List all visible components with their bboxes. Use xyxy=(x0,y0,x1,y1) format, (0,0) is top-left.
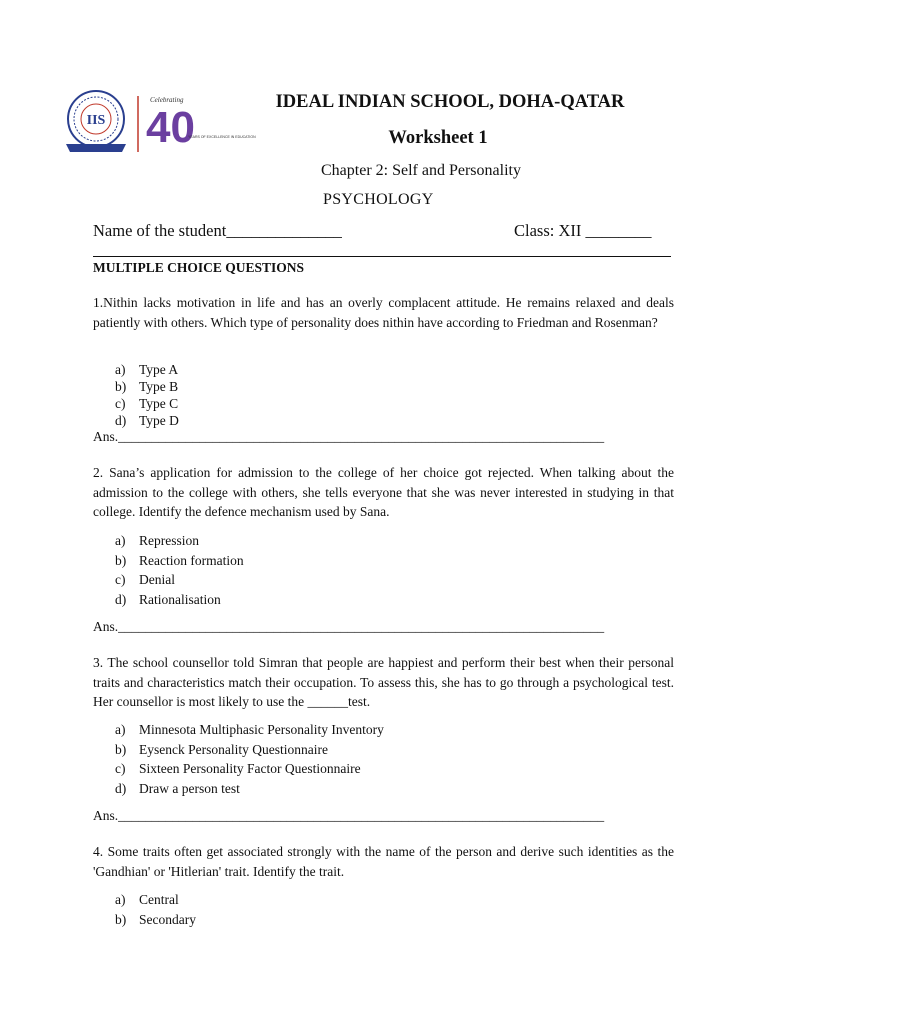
question-4-text: 4. Some traits often get associated strongly with the name of the person and derive such identities as the 'Gandhian' or 'Hitlerian' trait. Identify the trait. xyxy=(93,844,674,879)
option-text: Denial xyxy=(139,572,175,587)
option-text: Reaction formation xyxy=(139,552,244,568)
option-item[interactable] xyxy=(115,378,179,395)
option-text: Secondary xyxy=(139,911,196,927)
option-text: Type D xyxy=(139,413,179,428)
option-label: a) xyxy=(115,892,126,907)
option-item[interactable] xyxy=(115,759,384,779)
option-label: a) xyxy=(115,722,126,737)
crest-text: IIS xyxy=(86,113,106,128)
option-item[interactable] xyxy=(115,412,179,429)
class-field[interactable]: Class: XII ________ xyxy=(514,221,652,240)
option-item[interactable] xyxy=(115,740,384,760)
option-text: Type B xyxy=(139,379,179,394)
option-label: d) xyxy=(115,591,127,607)
option-item[interactable] xyxy=(115,890,196,910)
answer-line-2[interactable]: Ans.________________________________________________________________________ xyxy=(93,619,605,634)
celebrating-text: Celebrating xyxy=(150,96,184,104)
question-3-text: 3. The school counsellor told Simran that people are happiest and perform their best when their personal traits and characteristics match their occupation. To assess this, she has to go through a psychological test. Her counsellor is most likely to use the ______test. xyxy=(93,655,674,709)
option-item[interactable] xyxy=(115,910,196,930)
answer-line-3[interactable]: Ans.________________________________________________________________________ xyxy=(93,808,605,823)
option-label: c) xyxy=(115,572,126,587)
option-label: c) xyxy=(115,761,126,776)
chapter-title: Chapter 2: Self and Personality xyxy=(321,162,521,179)
subject-title: PSYCHOLOGY xyxy=(323,191,434,208)
question-4-options xyxy=(115,890,196,929)
option-item[interactable] xyxy=(115,551,244,571)
option-label: b) xyxy=(115,552,127,568)
option-text: Type A xyxy=(139,362,179,377)
option-item[interactable] xyxy=(115,531,244,551)
option-label: b) xyxy=(115,911,127,927)
option-item[interactable] xyxy=(115,779,384,799)
question-1-options xyxy=(115,361,179,429)
option-text: Draw a person test xyxy=(139,780,240,796)
student-name-field[interactable]: Name of the student______________ xyxy=(93,221,342,240)
option-item[interactable] xyxy=(115,361,179,378)
option-item[interactable] xyxy=(115,395,179,412)
option-text: Type C xyxy=(139,396,179,411)
option-text: Central xyxy=(139,892,179,907)
option-text: Rationalisation xyxy=(139,591,221,607)
question-2-text: 2. Sana’s application for admission to the college of her choice got rejected. When talking about the admission to the college with others, she tells everyone that she was never interested in studying in that college. Identify the defence mechanism used by Sana. xyxy=(93,465,674,519)
option-label: c) xyxy=(115,396,126,411)
option-label: b) xyxy=(115,741,127,757)
question-3-options xyxy=(115,720,384,798)
option-text: Eysenck Personality Questionnaire xyxy=(139,741,328,757)
forty-number: 40 xyxy=(146,103,195,152)
header-divider xyxy=(93,256,671,257)
years-text: YEARS OF EXCELLENCE IN EDUCATION xyxy=(188,135,256,139)
option-item[interactable] xyxy=(115,570,244,590)
question-2-options xyxy=(115,531,244,609)
option-text: Sixteen Personality Factor Questionnaire xyxy=(139,761,361,776)
option-label: a) xyxy=(115,533,126,548)
option-label: d) xyxy=(115,780,127,796)
question-1-text: 1.Nithin lacks motivation in life and has an overly complacent attitude. He remains relaxed and deals patiently with others. Which type of personality does nithin have according to Friedman and Rosenman? xyxy=(93,295,674,330)
option-label: a) xyxy=(115,362,126,377)
option-text: Repression xyxy=(139,533,199,548)
school-name: IDEAL INDIAN SCHOOL, DOHA-QATAR xyxy=(275,92,625,112)
option-label: d) xyxy=(115,413,127,428)
option-label: b) xyxy=(115,379,127,394)
section-title: MULTIPLE CHOICE QUESTIONS xyxy=(93,260,305,275)
option-text: Minnesota Multiphasic Personality Inventory xyxy=(139,722,384,737)
option-item[interactable] xyxy=(115,720,384,740)
worksheet-title: Worksheet 1 xyxy=(388,128,488,148)
answer-line-1[interactable]: Ans.________________________________________________________________________ xyxy=(93,429,605,444)
option-item[interactable] xyxy=(115,590,244,610)
